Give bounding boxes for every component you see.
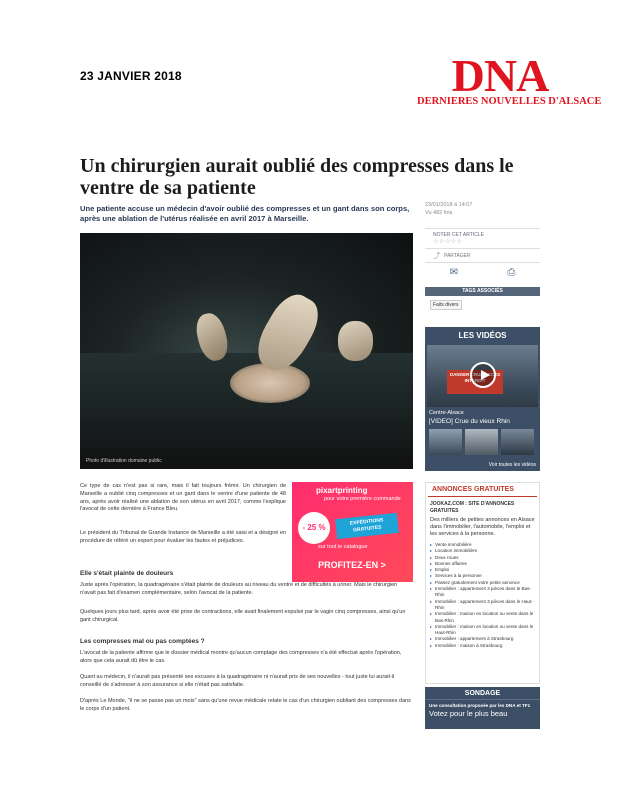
article-lead: Une patiente accuse un médecin d'avoir oublié des compresses et un gant dans son corps, après une ablation de l'utérus réalisée en avril 2017 à Marseille. — [80, 204, 410, 223]
annonce-link[interactable]: ▸ Immobilier : appartement à Strasbourg — [430, 636, 535, 642]
video-thumbnail[interactable] — [427, 345, 538, 407]
play-icon[interactable] — [470, 362, 496, 388]
annonce-link[interactable]: ▸ Immobilier : maison en location ou vente dans le Haut-Rhin — [430, 624, 535, 637]
sondage-sub: Une consultation proposée par les DNA et TF1 — [429, 703, 531, 708]
rate-label: NOTER CET ARTICLE — [433, 232, 484, 238]
dna-logo[interactable] — [417, 50, 602, 108]
paragraph-7: D'après Le Monde, "il ne se passe pas un mois" sans qu'une revue médicale relate le cas d'un chirurgien oubliant des compresses dans le corps d'un patient. — [80, 698, 411, 712]
annonce-link[interactable]: ▸ Immobilier : maison à Strasbourg — [430, 643, 535, 649]
photo-caption: Photo d'illustration domaine public — [86, 458, 162, 464]
paragraph-1: Ce type de cas n'est pas si rare, mais il fait toujours frémir. Un chirurgien de Marseille a oublié cinq compresses et un gant dans le ventre d'une patiente de 48 ans, après avoir réalisé une ablation de son utérus en avril 2017, comme l'explique l'avocat de cette dernière à France Bleu. — [80, 483, 286, 513]
rating-stars[interactable]: ☆☆☆☆☆ — [433, 239, 463, 245]
video-thumb-1[interactable] — [429, 429, 462, 455]
ad-line1: pour votre première commande — [324, 496, 401, 502]
video-thumb-3[interactable] — [501, 429, 534, 455]
ad-cta-button[interactable]: PROFITEZ-EN > — [318, 560, 386, 570]
annonce-link[interactable]: ▸ Deux roues — [430, 555, 535, 561]
video-sign: DANGER CRUE ACCÈS INTERDIT — [447, 370, 503, 394]
article-meta — [425, 202, 472, 217]
photo-glove-right — [338, 321, 373, 361]
annonce-link[interactable]: ▸ Services à la personne — [430, 573, 535, 579]
tag-faits-divers[interactable]: Faits divers — [430, 300, 462, 310]
annonce-link[interactable]: ▸ Immobilier : maison en location ou vente dans le Bas-Rhin — [430, 611, 535, 624]
ad-brand: pixartprinting — [316, 486, 368, 495]
article-title: Un chirurgien aurait oublié des compresses dans le ventre de sa patiente — [80, 155, 514, 199]
logo-sub-text: DERNIERES NOUVELLES D'ALSACE — [417, 96, 602, 107]
rate-box — [425, 228, 540, 245]
logo-main-text: DNA — [451, 50, 549, 101]
annonces-intro: Des milliers de petites annonces en Alsace dans l'immobilier, l'automobile, l'emploi et les services à la personne. — [430, 517, 535, 537]
page-date: 23 JANVIER 2018 — [80, 69, 182, 83]
subhead-2: Les compresses mal ou pas comptées ? — [80, 638, 205, 645]
video-title[interactable]: [VIDEO] Crue du vieux Rhin — [429, 418, 510, 425]
paragraph-4: Quelques jours plus tard, après avoir été prise de contractions, elle avait finalement expulsé par le vagin cinq compresses, ainsi qu'un gant chirurgical. — [80, 609, 406, 623]
video-category: Centre-Alsace — [429, 410, 464, 416]
ad-banner[interactable] — [292, 482, 413, 582]
sondage-heading: SONDAGE — [425, 687, 540, 700]
videos-widget — [425, 327, 540, 471]
video-thumb-2[interactable] — [465, 429, 498, 455]
sondage-widget — [425, 687, 540, 729]
paragraph-2: Le président du Tribunal de Grande Instance de Marseille a été saisi et a désigné en procédure de référé un expert pour évaluer les fautes et préjudices. — [80, 530, 286, 544]
meta-date: 23/01/2018 à 14:07 — [425, 202, 473, 208]
ad-shipping: EXPÉDITIONS GRATUITES — [335, 513, 399, 539]
annonces-heading: ANNONCES GRATUITES — [428, 483, 537, 497]
annonce-link[interactable]: ▸ Bonnes affaires — [430, 561, 535, 567]
annonces-list — [426, 540, 539, 651]
paragraph-3: Juste après l'opération, la quadragénaire s'était plainte de douleurs au niveau du ventre et de difficultés à uriner. Mais le chirurgien n'avait pas fait d'examen complémentaire, selon l'avocat de la patiente. — [80, 582, 398, 596]
share-box — [425, 248, 540, 263]
meta-views: Vu 482 fois — [425, 209, 453, 216]
action-icons — [425, 262, 540, 281]
email-icon[interactable]: ✉ — [449, 266, 459, 278]
annonces-sub: JOOKAZ.COM : SITE D'ANNONCES GRATUITES — [430, 501, 515, 514]
article-photo — [80, 233, 413, 469]
annonce-link[interactable]: ▸ Emploi — [430, 567, 535, 573]
all-videos-link[interactable]: Voir toutes les vidéos — [488, 462, 536, 468]
tags-heading: TAGS ASSOCIÉS — [425, 287, 540, 296]
annonce-link[interactable]: ▸ Immobilier : appartement 3 pièces dans le Bas-Rhin — [430, 586, 535, 599]
subhead-1: Elle s'était plainte de douleurs — [80, 570, 174, 577]
ad-catalog: sur tout le catalogue — [318, 544, 368, 550]
share-label[interactable]: PARTAGER — [444, 253, 471, 259]
videos-heading: LES VIDÉOS — [458, 331, 507, 340]
print-icon[interactable]: ⎙ — [507, 266, 516, 278]
paragraph-6: Quant au médecin, il n'aurait pas présenté ses excuses à la quadragénaire ni n'aurait pris de ses nouvelles - tout juste lui aurait-il conseillé de s'adresser à son assurance si elle n'était pas satisfaite. — [80, 674, 395, 688]
annonces-widget — [425, 482, 540, 684]
share-icon[interactable]: ⤴ — [433, 253, 440, 260]
annonce-link[interactable]: ▸ Immobilier : appartement 3 pièces dans le Haut-Rhin — [430, 599, 535, 612]
annonce-link[interactable]: ▸ Location immobilière — [430, 548, 535, 554]
annonce-link[interactable]: ▸ Passez gratuitement votre petite annonce — [430, 580, 535, 586]
annonce-link[interactable]: ▸ Vente immobilière — [430, 542, 535, 548]
ad-discount: - 25 % — [298, 512, 330, 544]
video-thumbs — [429, 429, 534, 455]
sondage-question[interactable]: Votez pour le plus beau — [429, 709, 508, 718]
paragraph-5: L'avocat de la patiente affirme que le dossier médical montre qu'aucun comptage des compresses n'a été effectué après l'opération, alors que cela aurait dû être le cas. — [80, 650, 402, 664]
